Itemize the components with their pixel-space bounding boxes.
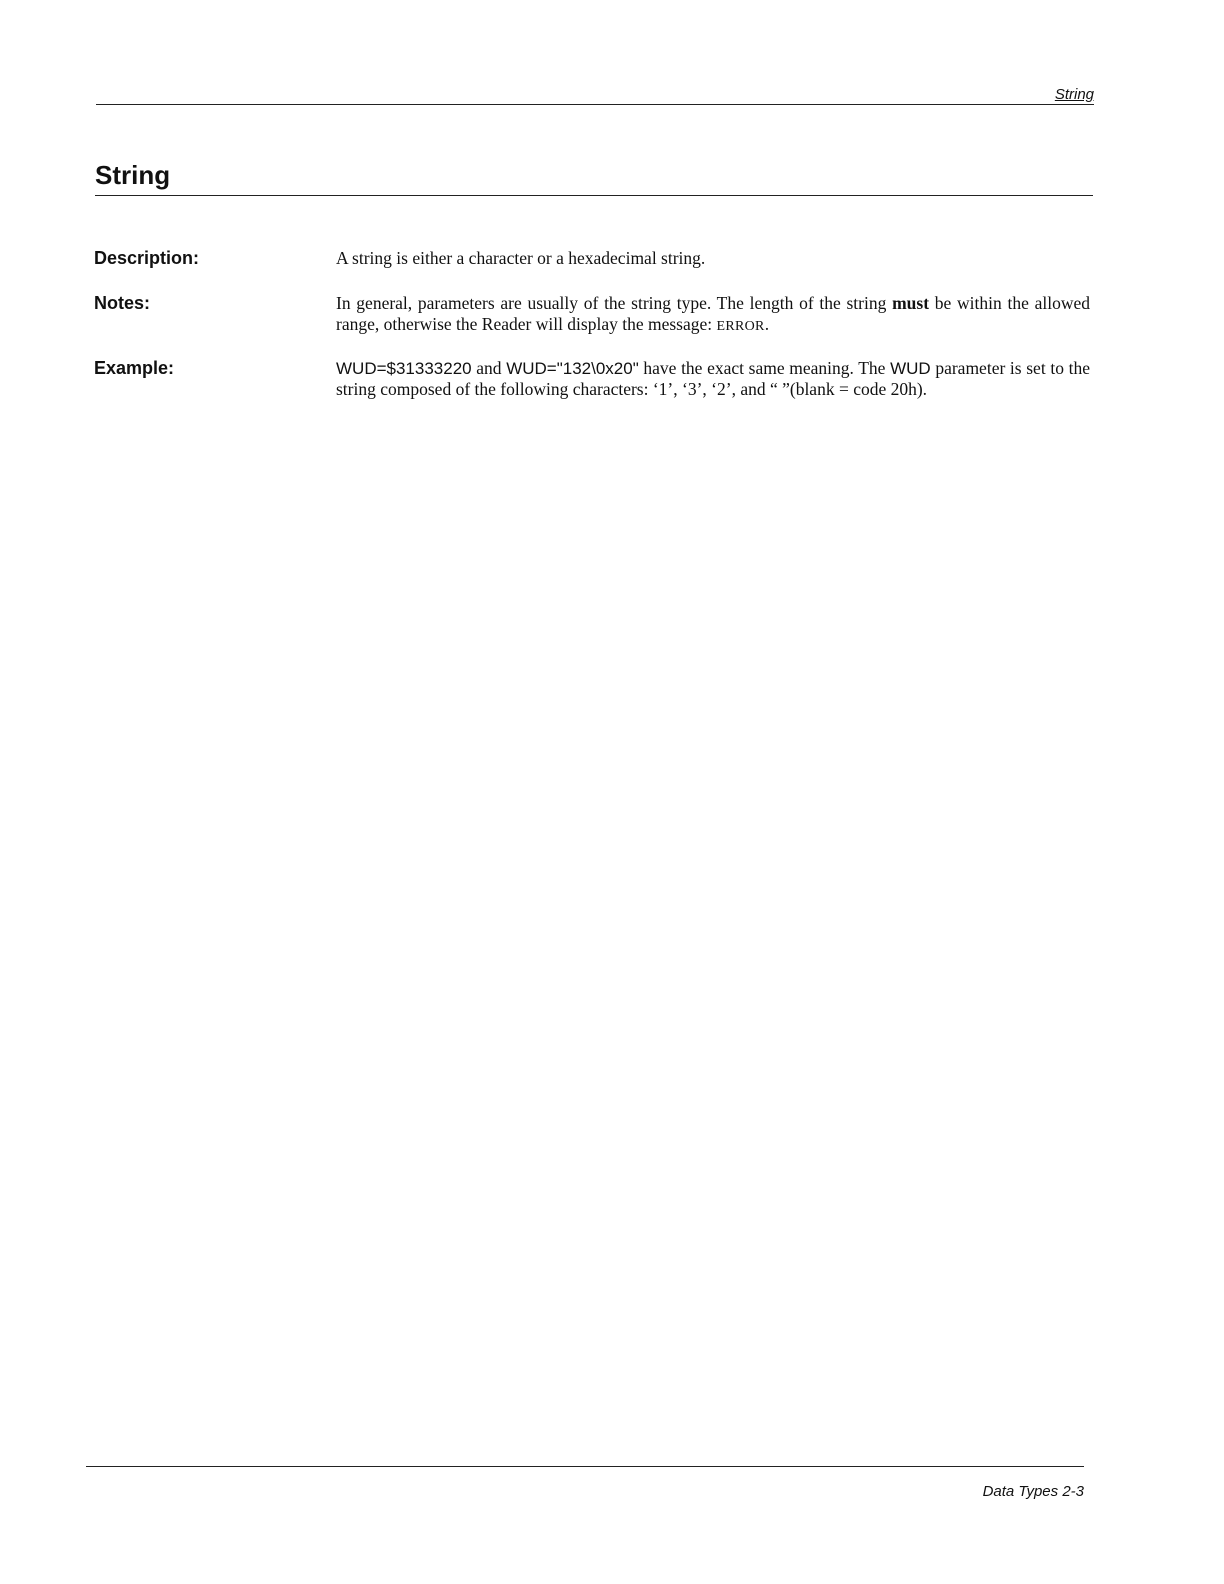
footer-page-label: Data Types 2-3 [982, 1483, 1084, 1500]
page-footer [86, 1466, 1084, 1500]
notes-text-bold: must [892, 293, 930, 313]
notes-label: Notes: [94, 293, 151, 313]
example-code-1: WUD=$31333220 [336, 359, 472, 378]
notes-error-message: ERROR [716, 319, 765, 334]
example-code-3: WUD [890, 359, 931, 378]
example-label: Example: [94, 358, 175, 378]
notes-text-before: In general, parameters are usually of the string type. The length of the string [336, 293, 893, 313]
example-text-mid: have the exact same meaning. The [638, 358, 891, 378]
notes-text-end: . [764, 314, 770, 334]
notes-text [336, 293, 1090, 337]
example-word-and: and [471, 358, 507, 378]
description-text: A string is either a character or a hexadecimal string. [336, 248, 706, 268]
running-header [96, 86, 1094, 105]
running-header-title: String [1054, 86, 1094, 103]
example-text [336, 358, 1090, 400]
example-code-2: WUD="132\0x20" [506, 359, 639, 378]
section-title: String [95, 160, 1093, 196]
description-label: Description: [94, 248, 200, 268]
notes-text-after: be within the allowed range, otherwise the Reader will display the message: [336, 293, 1090, 334]
example-text-after: parameter is set to the string composed of the following characters: ‘1’, ‘3’, ‘2’, and “ ”(blank = code 20h). [336, 358, 1090, 399]
